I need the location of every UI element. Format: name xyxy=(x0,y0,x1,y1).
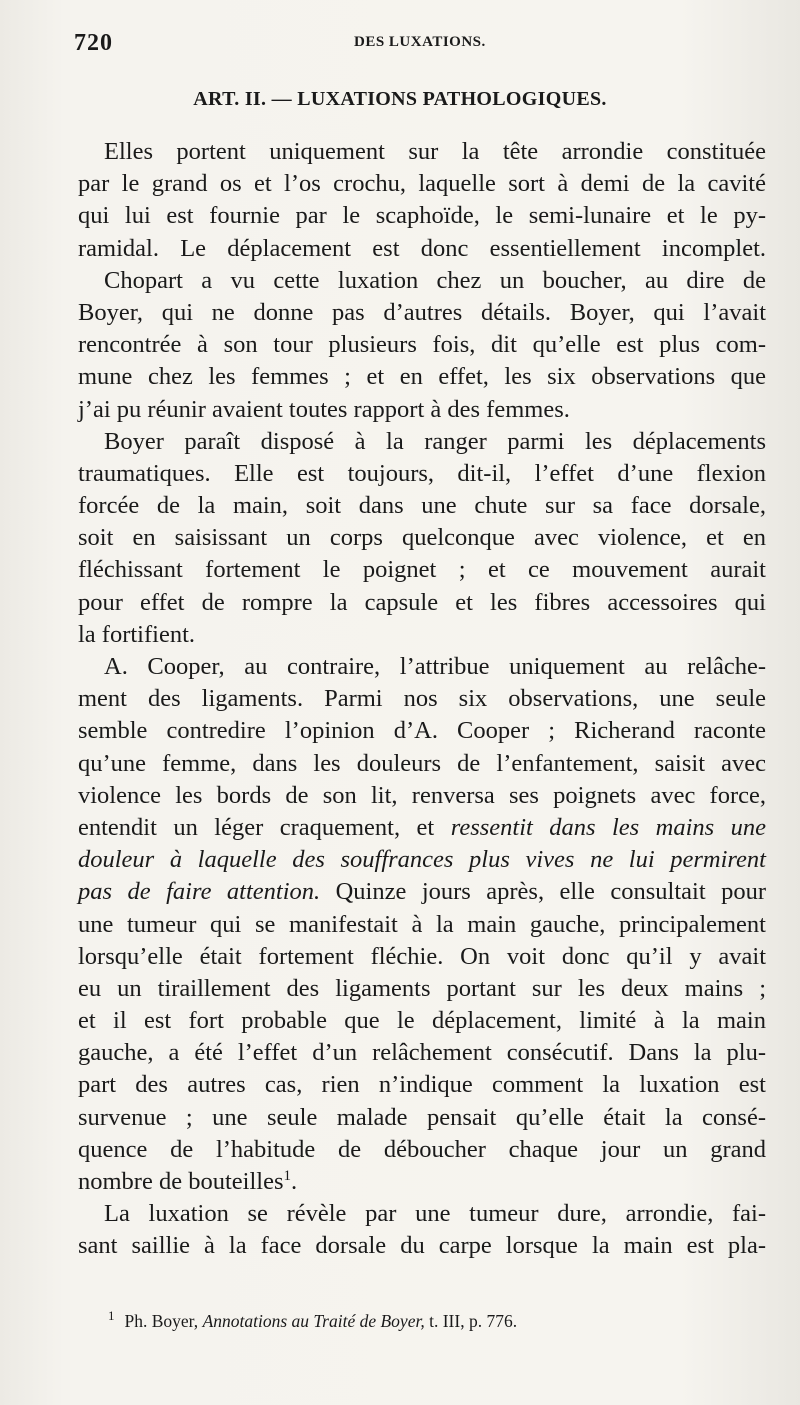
footnote-mark: 1 xyxy=(108,1308,115,1323)
text-line: Chopart a vu cette luxation chez un boucher, au dire de xyxy=(104,266,766,294)
text-line: une tumeur qui se manifestait à la main gauche, principalement xyxy=(78,910,766,938)
text-line: forcée de la main, soit dans une chute sur sa face dorsale, xyxy=(78,492,766,520)
text-line: Boyer, qui ne donne pas d’autres détails. Boyer, qui l’avait xyxy=(78,298,766,326)
text-line: Boyer paraît disposé à la ranger parmi les déplacements xyxy=(104,427,766,455)
text-line: qui lui est fournie par le scaphoïde, le semi-lunaire et le py- xyxy=(78,202,766,230)
footnote xyxy=(108,1308,517,1332)
text-line: part des autres cas, rien n’indique comment la luxation est xyxy=(78,1071,766,1099)
italic-quote: ressentit dans les mains une xyxy=(450,813,767,841)
text-run: . xyxy=(290,1168,298,1195)
text-line xyxy=(78,876,766,908)
text-line: fléchissant fortement le poignet ; et ce mouvement aurait xyxy=(78,556,766,584)
text-line: survenue ; une seule malade pensait qu’elle était la consé- xyxy=(78,1103,766,1131)
text-run: entendit un léger craquement, et xyxy=(78,813,435,841)
footnote-ref: t. III, p. 776. xyxy=(429,1310,518,1331)
text-line: A. Cooper, au contraire, l’attribue uniquement au relâche- xyxy=(104,653,766,680)
text-line: traumatiques. Elle est toujours, dit-il, l’effet d’une flexion xyxy=(78,459,766,487)
footnote-work: Annotations au Traité de Boyer, xyxy=(202,1310,425,1331)
body-text xyxy=(78,136,766,1263)
text-line: ment des ligaments. Parmi nos six observations, une seule xyxy=(78,685,766,713)
text-line: qu’une femme, dans les douleurs de l’enfantement, saisit avec xyxy=(78,749,766,777)
text-run: nombre de bouteilles xyxy=(78,1168,284,1195)
running-title: DES LUXATIONS. xyxy=(354,34,486,50)
text-line xyxy=(78,812,766,844)
text-line: Elles portent uniquement sur la tête arrondie constituée xyxy=(104,138,766,165)
text-line: sant saillie à la face dorsale du carpe lorsque la main est pla- xyxy=(78,1232,766,1260)
text-line: soit en saisissant un corps quelconque avec violence, et en xyxy=(78,524,766,552)
section-title: ART. II. — LUXATIONS PATHOLOGIQUES. xyxy=(193,88,607,110)
text-line: lorsqu’elle était fortement fléchie. On voit donc qu’il y avait xyxy=(78,942,766,970)
text-line: gauche, a été l’effet d’un relâchement consécutif. Dans la plu- xyxy=(78,1039,766,1067)
text-line: par le grand os et l’os crochu, laquelle sort à demi de la cavité xyxy=(78,170,766,198)
text-line: ramidal. Le déplacement est donc essentiellement incomplet. xyxy=(78,234,766,262)
running-head xyxy=(74,30,760,56)
page-number: 720 xyxy=(74,30,113,56)
footnote-reference: 1 xyxy=(283,1167,291,1184)
text-line: la fortifient. xyxy=(78,620,196,648)
text-line: mune chez les femmes ; et en effet, les six observations que xyxy=(78,363,766,391)
text-line: rencontrée à son tour plusieurs fois, dit qu’elle est plus com- xyxy=(78,331,766,359)
text-line: La luxation se révèle par une tumeur dure, arrondie, fai- xyxy=(104,1200,766,1228)
text-line: quence de l’habitude de déboucher chaque jour un grand xyxy=(78,1135,766,1163)
text-line xyxy=(78,1166,766,1198)
text-run: Quinze jours après, elle consultait pour xyxy=(335,878,767,906)
text-line: et il est fort probable que le déplacement, limité à la main xyxy=(78,1007,766,1035)
italic-quote: pas de faire attention. xyxy=(78,878,321,906)
footnote-author: Ph. Boyer, xyxy=(124,1310,199,1331)
italic-quote-line: douleur à laquelle des souffrances plus vives ne lui permirent xyxy=(78,846,766,874)
text-line: pour effet de rompre la capsule et les fibres accessoires qui xyxy=(78,588,766,616)
text-line: eu un tiraillement des ligaments portant sur les deux mains ; xyxy=(78,974,766,1002)
text-line: violence les bords de son lit, renversa ses poignets avec force, xyxy=(78,781,766,809)
text-line: semble contredire l’opinion d’A. Cooper ; Richerand raconte xyxy=(78,717,766,745)
text-line: j’ai pu réunir avaient toutes rapport à des femmes. xyxy=(78,395,570,423)
